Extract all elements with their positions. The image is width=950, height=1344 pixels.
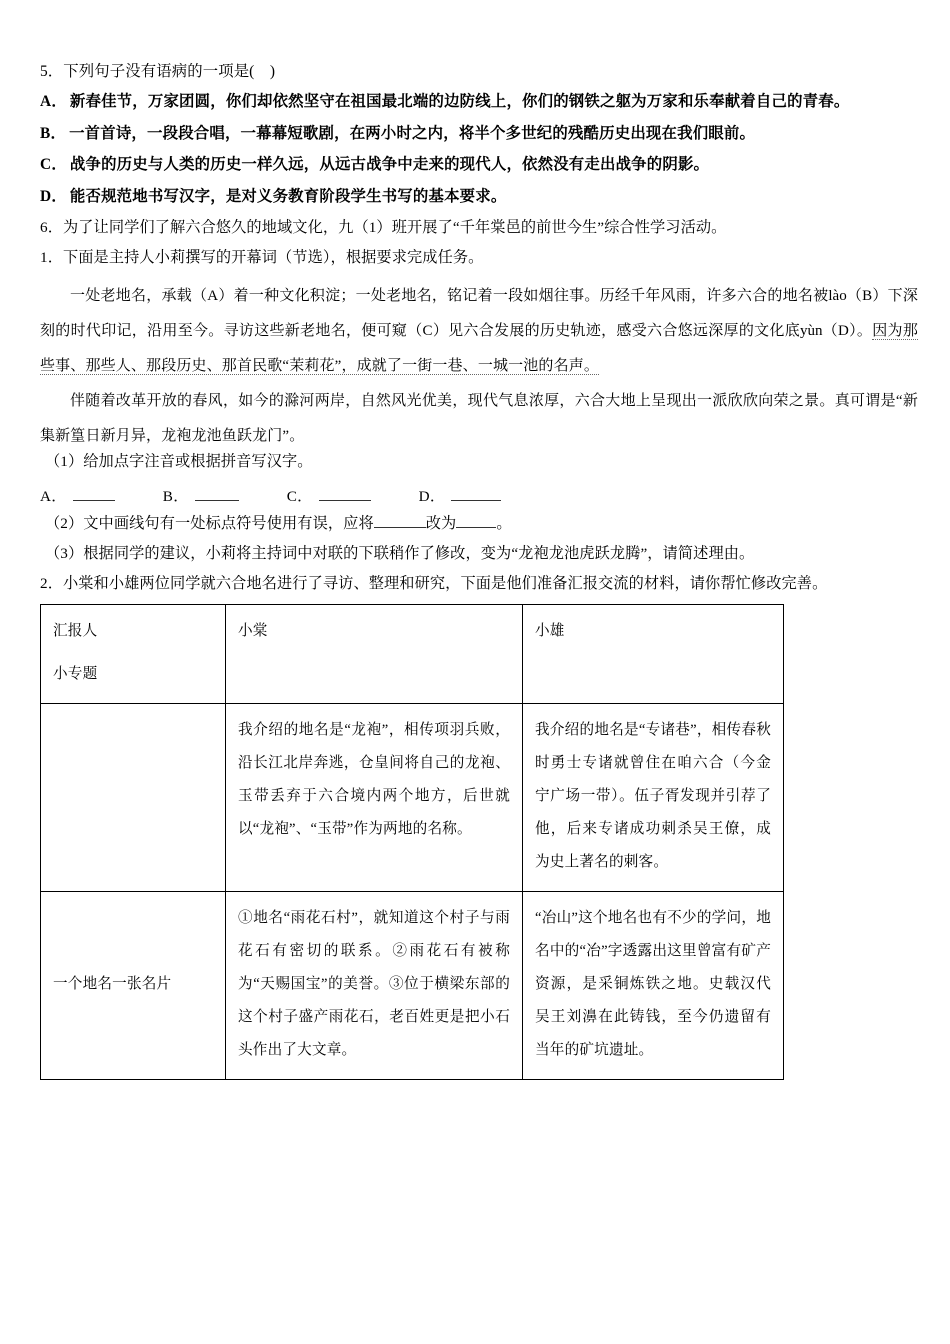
passage-p2 <box>40 384 918 454</box>
passage-p1-seg-a: 一处老地名，承载（A）着一种文化积淀；一处老地名，铭记着一段如烟往事。历经千年风雨，许多六合的地名被 <box>70 288 829 305</box>
answer-slot-d-label: D． <box>418 487 446 505</box>
answer-slot-b-label: B． <box>162 487 189 505</box>
sub-question-2-end: 。 <box>496 514 512 532</box>
answer-blanks-row <box>40 485 918 506</box>
answer-blank-b[interactable] <box>195 500 239 501</box>
answer-blank-c[interactable] <box>319 500 371 501</box>
answer-blank-a[interactable] <box>73 500 115 501</box>
option-b-text: 一首首诗，一段段合唱，一幕幕短歌剧，在两小时之内，将半个多世纪的残酷历史出现在我们眼前。 <box>69 124 756 142</box>
blank-marker-d: （D） <box>822 323 857 340</box>
passage-p1 <box>40 279 918 384</box>
option-c <box>40 157 918 172</box>
table-row-2-label: 一个地名一张名片 <box>41 892 226 1080</box>
table-row <box>41 892 784 1080</box>
punctuation-from-blank[interactable] <box>374 527 426 528</box>
passage-paragraph-1 <box>40 279 918 384</box>
corner-header-bottom: 小专题 <box>53 666 98 683</box>
passage-p1-seg-b: 下深刻的时代印记，沿用至今。寻访这些新老地名，便可窥（C）见六合发展的历史轨迹，感受六合悠远深厚 <box>40 288 918 340</box>
table-row-1-col1: 我介绍的地名是“龙袍”，相传项羽兵败，沿长江北岸奔逃，仓皇间将自己的龙袍、玉带丢弃于六合境内两个地方，后世就以“龙袍”、“玉带”作为两地的名称。 <box>226 704 523 892</box>
table-row-1-col2: 我介绍的地名是“专诸巷”，相传春秋时勇士专诸就曾住在咱六合（今金宁广场一带）。伍子胥发现并引荐了他，后来专诸成功刺杀吴王僚，成为史上著名的刺客。 <box>523 704 784 892</box>
question-6-text: 为了让同学们了解六合悠久的地域文化，九（1）班开展了“千年棠邑的前世今生”综合性学习活动。 <box>62 219 727 237</box>
task-2-stem <box>40 576 918 591</box>
corner-header-top: 汇报人 <box>53 623 98 640</box>
task-2-text: 小棠和小雄两位同学就六合地名进行了寻访、整理和研究，下面是他们准备汇报交流的材料，请你帮忙修改完善。 <box>62 575 828 593</box>
table-header-col2: 小雄 <box>523 605 784 704</box>
sub-question-3: （3）根据同学的建议，小莉将主持词中对联的下联稍作了修改，变为“龙袍龙池虎跃龙腾”，请简述理由。 <box>45 544 755 562</box>
report-table <box>40 604 784 1080</box>
task-1-stem <box>40 250 918 265</box>
task-1-number: 1． <box>40 249 63 267</box>
blank-marker-b: （B） <box>846 288 888 305</box>
answer-slot-a-label: A． <box>40 487 67 505</box>
sub-question-2-mid: 改为 <box>425 514 457 532</box>
option-b-label: B． <box>40 124 67 142</box>
question-5-stem <box>40 62 918 79</box>
option-d <box>40 189 918 204</box>
question-6-stem <box>40 220 918 235</box>
pinyin-lao: lào <box>828 288 847 305</box>
table-row-2-col2: “冶山”这个地名也有不少的学问，地名中的“冶”字透露出这里曾富有矿产资源，是采铜炼铁之地。史载汉代吴王刘濞在此铸钱，至今仍遗留有当年的矿坑遗址。 <box>523 892 784 1080</box>
table-row-1-label <box>41 704 226 892</box>
pinyin-yun: yùn <box>800 323 823 340</box>
option-d-text: 能否规范地书写汉字，是对义务教育阶段学生书写的基本要求。 <box>69 187 507 205</box>
passage-p2-seg-a: 伴随着改革开放的春风，如今的滁河两岸，自然风光优美，现代气息浓厚，六合大地上呈现出一派欣欣向荣之景。 <box>70 393 835 410</box>
option-d-label: D． <box>40 187 67 205</box>
answer-blank-d[interactable] <box>451 500 501 501</box>
sub-question-1: （1）给加点字注音或根据拼音写汉字。 <box>45 453 313 471</box>
task-1-text: 下面是主持人小莉撰写的开幕词（节选），根据要求完成任务。 <box>62 249 484 267</box>
answer-slot-d <box>419 485 502 506</box>
passage-p1-period: 。 <box>856 323 873 340</box>
passage-paragraph-2 <box>40 384 918 454</box>
underlined-sentence: 因为那些事、那些人、那段历史、那首民歌“茉莉花”，成就了一街一巷、一城一池的名声。 <box>40 323 918 375</box>
option-c-label: C． <box>40 156 67 174</box>
option-a <box>40 94 918 109</box>
answer-slot-c-label: C． <box>286 487 313 505</box>
option-a-text: 新春佳节，万家团圆，你们却依然坚守在祖国最北端的边防线上，你们的钢铁之躯为万家和乐奉献着自己的青春。 <box>69 93 850 111</box>
task-2-number: 2． <box>40 575 63 593</box>
answer-slot-b <box>163 485 239 506</box>
question-6-number: 6． <box>40 219 63 237</box>
sub-question-2-pre: （2）文中画线句有一处标点符号使用有误，应将 <box>45 514 374 532</box>
table-corner-header <box>41 605 226 704</box>
answer-slot-a <box>40 485 115 506</box>
question-5-text: 下列句子没有语病的一项是( ) <box>63 63 276 80</box>
passage-p2-seg-b: 真可谓是“新集新篁日新月异，龙袍龙池鱼跃龙门”。 <box>40 393 918 445</box>
punctuation-to-blank[interactable] <box>456 527 496 528</box>
page-content <box>40 62 918 1080</box>
option-c-text: 战争的历史与人类的历史一样久远，从远古战争中走来的现代人，依然没有走出战争的阴影。 <box>69 156 710 174</box>
table-row <box>41 704 784 892</box>
answer-slot-c <box>287 485 371 506</box>
question-5-number: 5． <box>40 63 64 80</box>
table-header-row <box>41 605 784 704</box>
option-b <box>40 126 918 141</box>
table-header-col1: 小棠 <box>226 605 523 704</box>
passage-p1-seg-c: 的文化底 <box>738 323 801 340</box>
table-row-2-col1: ①地名“雨花石村”，就知道这个村子与雨花石有密切的联系。②雨花石有被称为“天赐国宝”的美誉。③位于横梁东部的这个村子盛产雨花石，老百姓更是把小石头作出了大文章。 <box>226 892 523 1080</box>
sub-question-2 <box>40 516 918 531</box>
option-a-label: A． <box>40 93 67 111</box>
